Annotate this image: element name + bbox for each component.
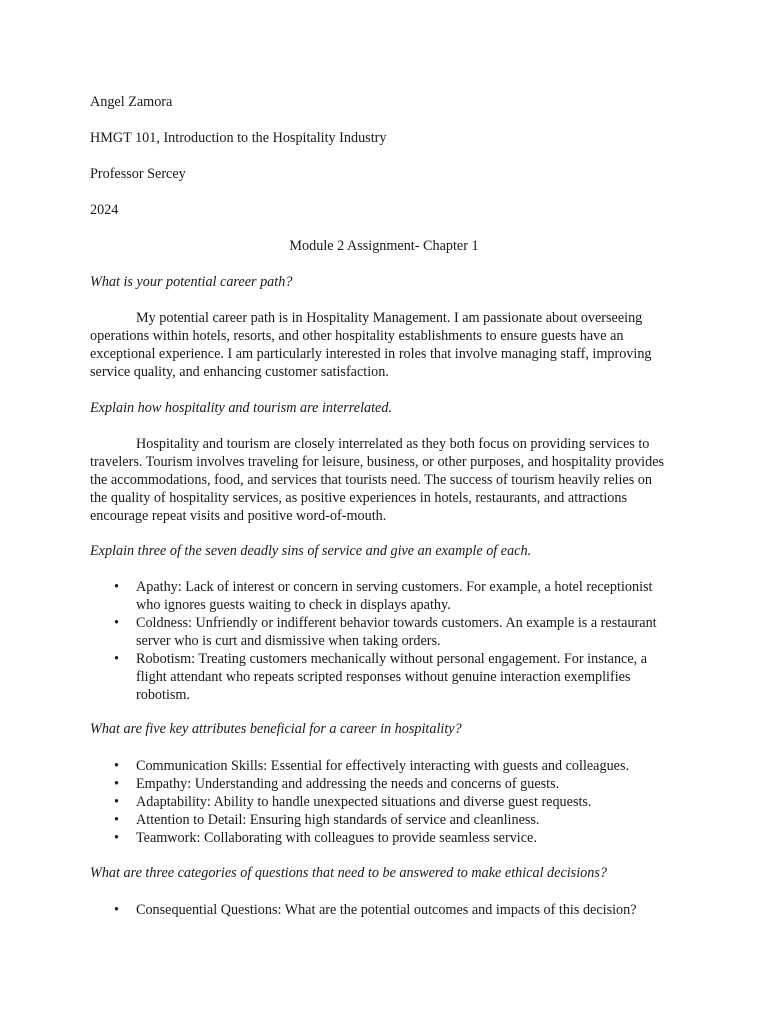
- list-item: • Adaptability: Ability to handle unexpected situations and diverse guest requests.: [90, 793, 676, 811]
- question-ethical-decisions: What are three categories of questions that need to be answered to make ethical decisions?: [90, 865, 607, 881]
- professor-name: Professor Sercey: [90, 166, 186, 182]
- deadly-sins-list: [90, 578, 676, 704]
- list-item: • Robotism: Treating customers mechanically without personal engagement. For instance, a flight attendant who repeats scripted responses without genuine interaction exemplifies robotism.: [90, 650, 676, 704]
- list-item: • Attention to Detail: Ensuring high standards of service and cleanliness.: [90, 811, 676, 829]
- list-item: • Consequential Questions: What are the potential outcomes and impacts of this decision?: [90, 901, 676, 919]
- year: 2024: [90, 202, 119, 218]
- list-item: • Empathy: Understanding and addressing the needs and concerns of guests.: [90, 775, 676, 793]
- answer-hospitality-tourism: Hospitality and tourism are closely interrelated as they both focus on providing services to travelers. Tourism involves traveling for leisure, business, or other purposes, and hospitality provides the accommodations, food, and services that tourists need. The success of tourism heavily relies on the quality of hospitality services, as positive experiences in hotels, restaurants, and attractions encourage repeat visits and positive word-of-mouth.: [90, 436, 665, 524]
- assignment-title: Module 2 Assignment- Chapter 1: [289, 238, 479, 254]
- author-name: Angel Zamora: [90, 94, 173, 110]
- list-item: • Apathy: Lack of interest or concern in serving customers. For example, a hotel receptionist who ignores guests waiting to check in displays apathy.: [90, 578, 676, 614]
- question-hospitality-tourism: Explain how hospitality and tourism are interrelated.: [90, 400, 392, 416]
- question-key-attributes: What are five key attributes beneficial for a career in hospitality?: [90, 721, 462, 737]
- question-deadly-sins: Explain three of the seven deadly sins of service and give an example of each.: [90, 543, 532, 559]
- list-item: • Teamwork: Collaborating with colleagues to provide seamless service.: [90, 829, 676, 847]
- ethical-questions-list: [90, 901, 676, 919]
- key-attributes-list: [90, 757, 676, 847]
- course-name: HMGT 101, Introduction to the Hospitality Industry: [90, 130, 387, 146]
- list-item: • Coldness: Unfriendly or indifferent behavior towards customers. An example is a restaurant server who is curt and dismissive when taking orders.: [90, 614, 676, 650]
- answer-career-path: My potential career path is in Hospitality Management. I am passionate about overseeing operations within hotels, resorts, and other hospitality establishments to ensure guests have an exceptional experience. I am particularly interested in roles that involve managing staff, improving service quality, and enhancing customer satisfaction.: [90, 310, 652, 380]
- question-career-path: What is your potential career path?: [90, 274, 293, 290]
- list-item: • Communication Skills: Essential for effectively interacting with guests and colleagues.: [90, 757, 676, 775]
